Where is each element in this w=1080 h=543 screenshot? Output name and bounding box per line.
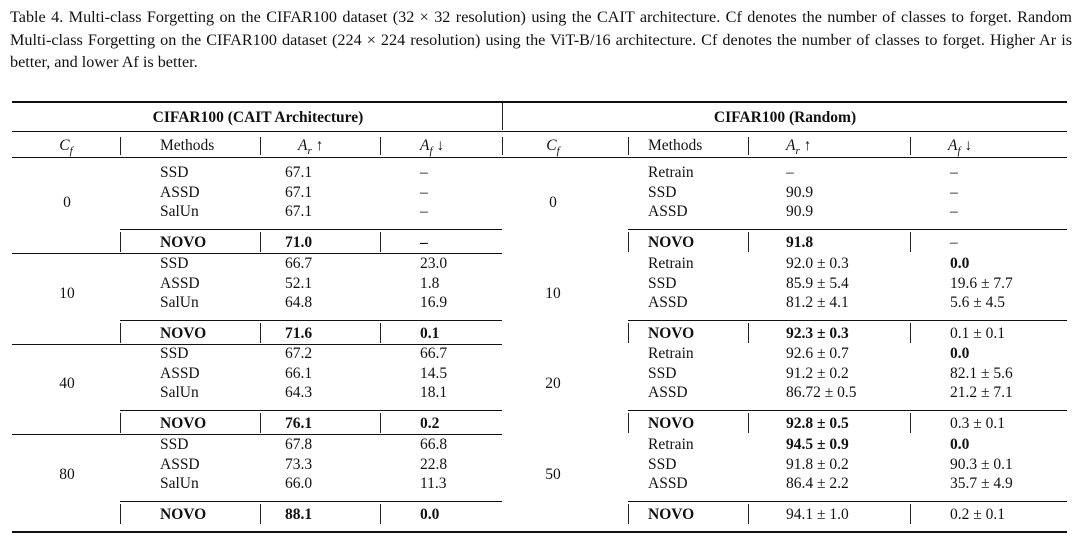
right-novo-af: 0.1 ± 0.1 xyxy=(950,325,1006,342)
left-novo-sep-2 xyxy=(380,413,381,433)
right-novo-sep-0 xyxy=(628,413,629,433)
right-row-ar: 90.9 xyxy=(786,183,814,201)
title-rule xyxy=(12,131,1067,132)
right-row-af: 5.6 ± 4.5 xyxy=(950,294,1006,311)
left-novo-sep-2 xyxy=(380,323,381,343)
table-caption xyxy=(10,6,1072,74)
left-row-af: 14.5 xyxy=(420,364,448,382)
right-row-method: Retrain xyxy=(648,255,694,272)
right-novo-sep-0 xyxy=(628,232,629,252)
right-row-ar: 81.2 ± 4.1 xyxy=(786,294,849,311)
left-novo-af: – xyxy=(420,234,428,251)
left-row-method: ASSD xyxy=(160,274,200,292)
left-row-af: 66.8 xyxy=(420,436,448,453)
left-novo-sep-1 xyxy=(260,504,261,524)
left-novo-method: NOVO xyxy=(160,325,207,342)
left-novo-sep-0 xyxy=(120,232,121,252)
right-row-method: SSD xyxy=(648,364,677,382)
right-novo-ar: 92.8 ± 0.5 xyxy=(786,415,849,432)
right-novo-sep-2 xyxy=(910,413,911,433)
right-row-method: ASSD xyxy=(648,203,688,220)
right-row-method: ASSD xyxy=(648,475,688,492)
right-novo-rule xyxy=(628,229,1067,230)
right-section-title: CIFAR100 (Random) xyxy=(713,109,857,126)
header-sep-3 xyxy=(502,137,503,155)
left-novo-sep-1 xyxy=(260,323,261,343)
header-sep-4 xyxy=(628,137,629,155)
right-row-method: SSD xyxy=(648,183,677,201)
left-row-method: ASSD xyxy=(160,455,200,473)
left-row-method: SalUn xyxy=(160,384,199,401)
left-novo-method: NOVO xyxy=(160,234,207,251)
left-row-method: SSD xyxy=(160,164,189,181)
right-row-ar: 86.4 ± 2.2 xyxy=(786,475,849,492)
left-row-af: – xyxy=(420,203,428,220)
left-row-method: SalUn xyxy=(160,475,199,492)
bottom-rule xyxy=(12,531,1067,533)
right-row-ar: – xyxy=(786,164,794,181)
right-novo-ar: 91.8 xyxy=(786,234,814,251)
right-header-methods: Methods xyxy=(648,137,703,154)
left-row-ar: 73.3 xyxy=(285,455,313,473)
right-group-3-cf: 50 xyxy=(545,466,561,483)
right-row-ar: 92.6 ± 0.7 xyxy=(786,345,849,362)
left-novo-sep-2 xyxy=(380,232,381,252)
left-header-cf: $C_f$ xyxy=(59,137,73,158)
left-row-af: 1.8 xyxy=(420,274,440,292)
left-novo-rule xyxy=(120,410,502,411)
left-novo-method: NOVO xyxy=(160,506,207,523)
right-novo-rule xyxy=(628,501,1067,502)
right-group-end-rule xyxy=(12,434,502,435)
right-novo-ar: 92.3 ± 0.3 xyxy=(786,325,849,342)
right-group-end-rule xyxy=(12,344,502,345)
left-header-ar: $A_r$ ↑ xyxy=(298,137,324,158)
right-group-0-cf: 0 xyxy=(549,194,557,211)
left-row-method: SSD xyxy=(160,255,189,272)
right-novo-method: NOVO xyxy=(648,325,695,342)
right-novo-method: NOVO xyxy=(648,415,695,432)
left-row-af: – xyxy=(420,164,428,181)
right-row-af: 0.0 xyxy=(950,255,970,272)
left-novo-sep-0 xyxy=(120,504,121,524)
title-divider xyxy=(502,103,503,130)
left-row-ar: 67.2 xyxy=(285,345,313,362)
right-row-af: 35.7 ± 4.9 xyxy=(950,475,1013,492)
right-row-ar: 85.9 ± 5.4 xyxy=(786,274,849,292)
right-row-af: 0.0 xyxy=(950,345,970,362)
right-row-method: Retrain xyxy=(648,345,694,362)
right-novo-sep-1 xyxy=(748,504,749,524)
left-novo-af: 0.2 xyxy=(420,415,440,432)
right-row-method: SSD xyxy=(648,455,677,473)
right-novo-rule xyxy=(628,410,1067,411)
left-novo-ar: 71.6 xyxy=(285,325,313,342)
right-row-af: – xyxy=(950,164,958,181)
left-novo-rule xyxy=(120,320,502,321)
right-novo-sep-1 xyxy=(748,232,749,252)
left-header-af: $A_f$ ↓ xyxy=(420,137,445,158)
right-row-af: 82.1 ± 5.6 xyxy=(950,364,1013,382)
left-row-ar: 64.8 xyxy=(285,294,313,311)
right-novo-sep-1 xyxy=(748,413,749,433)
right-row-ar: 92.0 ± 0.3 xyxy=(786,255,849,272)
left-row-af: 11.3 xyxy=(420,475,447,492)
right-row-af: – xyxy=(950,183,958,201)
right-row-af: 21.2 ± 7.1 xyxy=(950,384,1013,401)
left-row-af: 22.8 xyxy=(420,455,448,473)
right-row-ar: 94.5 ± 0.9 xyxy=(786,436,849,453)
header-sep-6 xyxy=(910,137,911,155)
right-row-af: 0.0 xyxy=(950,436,970,453)
right-row-method: Retrain xyxy=(648,436,694,453)
left-row-ar: 66.1 xyxy=(285,364,313,382)
caption-label: Table 4. xyxy=(10,8,64,26)
left-group-3-cf: 80 xyxy=(59,466,75,483)
right-group-2-cf: 20 xyxy=(545,375,561,392)
left-row-af: 66.7 xyxy=(420,345,448,362)
left-section-title: CIFAR100 (CAIT Architecture) xyxy=(152,109,364,126)
left-row-method: SSD xyxy=(160,436,189,453)
right-novo-sep-2 xyxy=(910,504,911,524)
right-row-method: Retrain xyxy=(648,164,694,181)
left-row-ar: 52.1 xyxy=(285,274,313,292)
left-header-methods: Methods xyxy=(160,137,215,154)
left-row-ar: 67.8 xyxy=(285,436,313,453)
left-group-0-cf: 0 xyxy=(63,194,71,211)
right-row-af: 19.6 ± 7.7 xyxy=(950,274,1013,292)
left-row-af: 23.0 xyxy=(420,255,448,272)
right-novo-sep-0 xyxy=(628,504,629,524)
left-novo-ar: 71.0 xyxy=(285,234,313,251)
right-novo-rule xyxy=(628,320,1067,321)
header-rule xyxy=(12,157,1067,158)
left-row-af: 16.9 xyxy=(420,294,448,311)
left-novo-af: 0.1 xyxy=(420,325,440,342)
left-row-af: – xyxy=(420,183,428,201)
right-header-ar: $A_r$ ↑ xyxy=(786,137,812,158)
left-row-method: ASSD xyxy=(160,364,200,382)
header-sep-5 xyxy=(748,137,749,155)
right-row-af: 90.3 ± 0.1 xyxy=(950,455,1013,473)
right-row-af: – xyxy=(950,203,958,220)
left-novo-sep-0 xyxy=(120,413,121,433)
left-novo-af: 0.0 xyxy=(420,506,440,523)
right-row-method: ASSD xyxy=(648,294,688,311)
header-sep-1 xyxy=(260,137,261,155)
right-group-end-rule xyxy=(12,253,502,254)
right-novo-sep-0 xyxy=(628,323,629,343)
right-novo-method: NOVO xyxy=(648,234,695,251)
caption-text: Multi-class Forgetting on the CIFAR100 dataset (32 × 32 resolution) using the CAIT architecture. Cf denotes the number of classes to forget. Random Multi-class Forgetting on the CIFAR100 dataset (224 × 224 resolution) using the ViT-B/16 architecture. Cf denotes the number of classes to forget. Higher Ar is better, and lower Af is better. xyxy=(10,8,1073,71)
left-row-method: ASSD xyxy=(160,183,200,201)
right-novo-sep-2 xyxy=(910,323,911,343)
right-novo-af: 0.3 ± 0.1 xyxy=(950,415,1006,432)
left-novo-ar: 88.1 xyxy=(285,506,313,523)
right-header-cf: $C_f$ xyxy=(546,137,560,158)
header-sep-2 xyxy=(380,137,381,155)
left-row-ar: 64.3 xyxy=(285,384,313,401)
left-novo-method: NOVO xyxy=(160,415,207,432)
right-novo-af: 0.2 ± 0.1 xyxy=(950,506,1006,523)
right-group-1-cf: 10 xyxy=(545,285,561,302)
right-novo-sep-2 xyxy=(910,232,911,252)
right-row-ar: 91.8 ± 0.2 xyxy=(786,455,849,473)
left-novo-ar: 76.1 xyxy=(285,415,313,432)
left-row-method: SalUn xyxy=(160,203,199,220)
right-header-af: $A_f$ ↓ xyxy=(948,137,973,158)
left-novo-rule xyxy=(120,229,502,230)
left-row-ar: 67.1 xyxy=(285,203,313,220)
left-row-method: SalUn xyxy=(160,294,199,311)
left-novo-sep-1 xyxy=(260,413,261,433)
right-novo-method: NOVO xyxy=(648,506,695,523)
left-group-2-cf: 40 xyxy=(59,375,75,392)
right-row-ar: 91.2 ± 0.2 xyxy=(786,364,849,382)
header-sep-0 xyxy=(120,137,121,155)
left-novo-sep-2 xyxy=(380,504,381,524)
left-row-ar: 66.0 xyxy=(285,475,313,492)
left-row-ar: 67.1 xyxy=(285,183,313,201)
right-novo-sep-1 xyxy=(748,323,749,343)
left-novo-sep-1 xyxy=(260,232,261,252)
right-row-ar: 90.9 xyxy=(786,203,814,220)
left-novo-rule xyxy=(120,501,502,502)
left-row-af: 18.1 xyxy=(420,384,448,401)
right-row-method: ASSD xyxy=(648,384,688,401)
right-row-ar: 86.72 ± 0.5 xyxy=(786,384,857,401)
right-novo-af: – xyxy=(950,234,958,251)
top-rule xyxy=(12,101,1067,103)
left-row-ar: 66.7 xyxy=(285,255,313,272)
right-row-method: SSD xyxy=(648,274,677,292)
left-group-1-cf: 10 xyxy=(59,285,75,302)
right-novo-ar: 94.1 ± 1.0 xyxy=(786,506,849,523)
left-row-method: SSD xyxy=(160,345,189,362)
left-novo-sep-0 xyxy=(120,323,121,343)
left-row-ar: 67.1 xyxy=(285,164,313,181)
